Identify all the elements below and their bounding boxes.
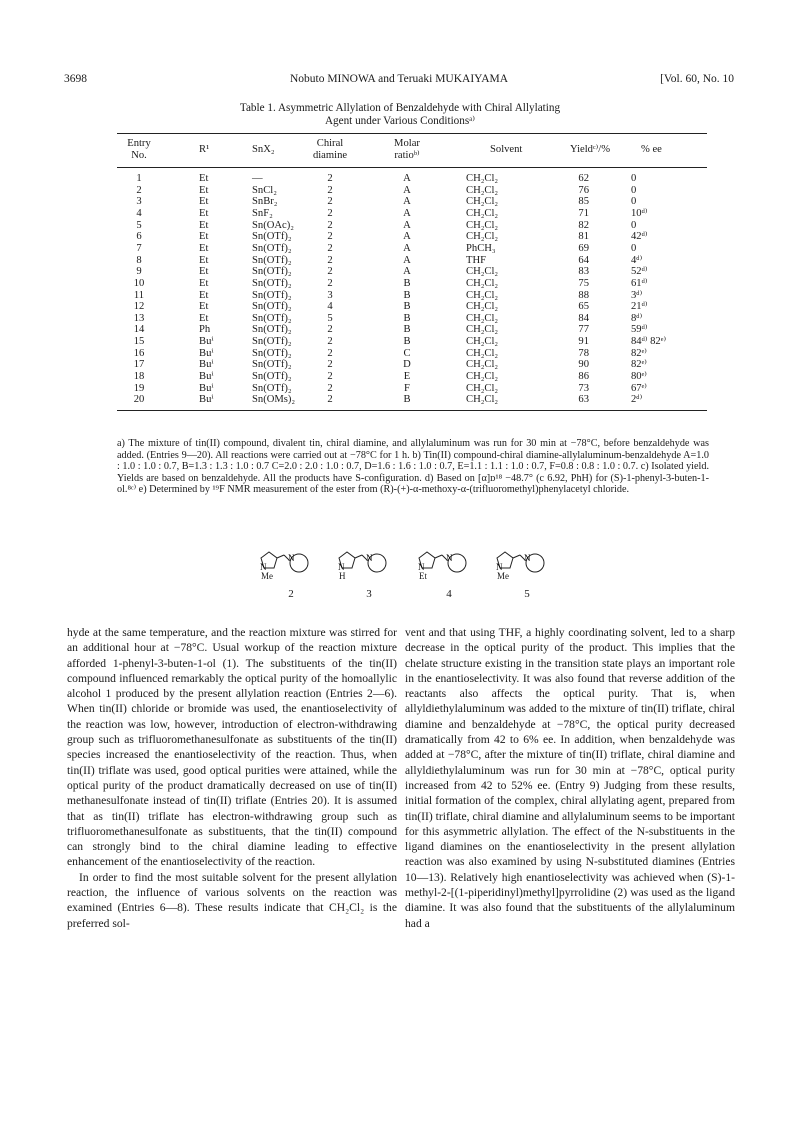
cell-snx2: SnBr₂ [252, 196, 278, 208]
cell-entry: 5 [136, 219, 142, 231]
cell-ee: 59ᵈ⁾ [631, 324, 648, 336]
cell-entry: 6 [136, 231, 142, 243]
table-row [117, 220, 707, 231]
header-r1: R¹ [199, 144, 210, 155]
table-header [117, 138, 707, 168]
cell-r1: Buⁱ [199, 394, 214, 406]
cell-molar: A [403, 266, 411, 278]
cell-snx2: Sn(OTf)₂ [252, 254, 292, 266]
header-snx2: SnX₂ [252, 144, 275, 155]
cell-entry: 10 [133, 277, 145, 289]
cell-yield: 82 [578, 219, 589, 231]
cell-molar: B [403, 301, 411, 313]
cell-entry: 8 [136, 254, 142, 266]
cell-solvent: THF [466, 254, 487, 266]
table-row [117, 324, 707, 335]
cell-ee: 0 [631, 184, 637, 196]
table-top-rule [117, 133, 707, 134]
svg-text:N: N [496, 562, 503, 572]
cell-molar: F [404, 382, 410, 394]
cell-snx2: SnF₂ [252, 207, 273, 219]
cell-entry: 19 [133, 382, 145, 394]
cell-r1: Et [199, 312, 209, 324]
cell-entry: 3 [136, 196, 142, 208]
cell-r1: Et [199, 301, 209, 313]
cell-snx2: — [252, 173, 263, 184]
cell-solvent: CH₂Cl₂ [466, 312, 499, 324]
cell-r1: Et [199, 219, 209, 231]
svg-text:N: N [288, 553, 295, 563]
table-row [117, 208, 707, 219]
cell-diamine: 2 [327, 184, 333, 196]
diamine-structures [255, 548, 555, 608]
running-head [64, 73, 734, 89]
table-caption [100, 102, 700, 128]
table-row [117, 255, 707, 266]
running-head-authors: Nobuto MINOWA and Teruaki MUKAIYAMA [289, 73, 509, 85]
running-head-volume: [Vol. 60, No. 10 [660, 73, 734, 85]
structure-substituent: Me [497, 571, 509, 581]
cell-yield: 69 [578, 242, 589, 254]
table-row [117, 301, 707, 312]
cell-diamine: 2 [327, 266, 333, 278]
cell-solvent: CH₂Cl₂ [466, 324, 499, 336]
cell-solvent: PhCH₃ [466, 242, 496, 254]
page-number: 3698 [64, 73, 87, 85]
header-ee: % ee [641, 144, 662, 155]
table-row [117, 394, 707, 405]
cell-solvent: CH₂Cl₂ [466, 301, 499, 313]
cell-yield: 62 [578, 173, 589, 184]
cell-ee: 0 [631, 219, 637, 231]
cell-yield: 77 [578, 324, 589, 336]
header-molar-line-2: ratioᵇ⁾ [394, 150, 420, 161]
table-row [117, 278, 707, 289]
cell-diamine: 2 [327, 173, 333, 184]
cell-diamine: 3 [327, 289, 333, 301]
cell-r1: Et [199, 173, 209, 184]
table-row [117, 185, 707, 196]
cell-diamine: 2 [327, 219, 333, 231]
cell-molar: A [403, 231, 411, 243]
cell-snx2: SnCl₂ [252, 184, 277, 196]
cell-diamine: 2 [327, 394, 333, 406]
cell-r1: Et [199, 254, 209, 266]
cell-snx2: Sn(OTf)₂ [252, 359, 292, 371]
cell-snx2: Sn(OTf)₂ [252, 277, 292, 289]
cell-r1: Et [199, 231, 209, 243]
cell-molar: B [403, 336, 411, 348]
cell-r1: Et [199, 277, 209, 289]
table-row [117, 336, 707, 347]
cell-entry: 18 [133, 371, 145, 383]
cell-molar: C [403, 347, 411, 359]
svg-text:N: N [366, 553, 373, 563]
cell-molar: B [403, 312, 411, 324]
cell-molar: B [403, 394, 411, 406]
cell-diamine: 2 [327, 359, 333, 371]
cell-diamine: 2 [327, 242, 333, 254]
cell-entry: 1 [136, 173, 142, 184]
header-molar-line-1: Molar [394, 138, 420, 149]
table-row [117, 348, 707, 359]
table-bottom-rule [117, 410, 707, 411]
svg-text:N: N [446, 553, 453, 563]
cell-r1: Buⁱ [199, 371, 214, 383]
cell-ee: 4ᵈ⁾ [631, 254, 643, 266]
cell-entry: 12 [133, 301, 145, 313]
cell-ee: 8ᵈ⁾ [631, 312, 643, 324]
cell-snx2: Sn(OTf)₂ [252, 301, 292, 313]
svg-text:N: N [338, 562, 345, 572]
cell-molar: A [403, 173, 411, 184]
cell-ee: 82ᵉ⁾ [631, 359, 647, 371]
body-column-left [67, 625, 397, 931]
table-row [117, 173, 707, 184]
cell-entry: 13 [133, 312, 145, 324]
structure-substituent: Me [261, 571, 273, 581]
table-row [117, 290, 707, 301]
cell-yield: 78 [578, 347, 589, 359]
cell-snx2: Sn(OTf)₂ [252, 312, 292, 324]
header-entry-line-2: No. [131, 150, 147, 161]
structure-label: 4 [446, 588, 452, 600]
cell-molar: A [403, 242, 411, 254]
cell-snx2: Sn(OTf)₂ [252, 266, 292, 278]
cell-yield: 84 [578, 312, 589, 324]
cell-ee: 0 [631, 196, 637, 208]
body-column-right [405, 625, 735, 931]
svg-text:N: N [418, 562, 425, 572]
cell-molar: B [403, 324, 411, 336]
header-diamine-line-1: Chiral [316, 138, 344, 149]
cell-diamine: 2 [327, 231, 333, 243]
cell-entry: 17 [133, 359, 145, 371]
header-solvent: Solvent [490, 144, 523, 155]
cell-solvent: CH₂Cl₂ [466, 196, 499, 208]
cell-yield: 75 [578, 277, 589, 289]
cell-yield: 85 [578, 196, 589, 208]
cell-entry: 7 [136, 242, 142, 254]
cell-ee: 80ᵉ⁾ [631, 371, 647, 383]
cell-diamine: 2 [327, 254, 333, 266]
diamine-structure [333, 548, 391, 582]
cell-r1: Buⁱ [199, 336, 214, 348]
cell-molar: A [403, 254, 411, 266]
header-entry [117, 138, 161, 162]
header-diamine-line-2: diamine [312, 150, 348, 161]
cell-molar: A [403, 184, 411, 196]
cell-solvent: CH₂Cl₂ [466, 359, 499, 371]
table-row [117, 196, 707, 207]
cell-snx2: Sn(OTf)₂ [252, 371, 292, 383]
cell-snx2: Sn(OTf)₂ [252, 336, 292, 348]
cell-snx2: Sn(OAc)₂ [252, 219, 294, 231]
cell-ee: 3ᵈ⁾ [631, 289, 643, 301]
table-row [117, 371, 707, 382]
cell-molar: B [403, 289, 411, 301]
cell-solvent: CH₂Cl₂ [466, 382, 499, 394]
cell-yield: 63 [578, 394, 589, 406]
cell-ee: 21ᵈ⁾ [631, 301, 648, 313]
cell-r1: Buⁱ [199, 347, 214, 359]
cell-solvent: CH₂Cl₂ [466, 289, 499, 301]
cell-r1: Ph [199, 324, 211, 336]
cell-yield: 71 [578, 207, 589, 219]
cell-ee: 52ᵈ⁾ [631, 266, 648, 278]
cell-r1: Buⁱ [199, 382, 214, 394]
cell-molar: D [403, 359, 411, 371]
structure-substituent: H [339, 571, 346, 581]
cell-yield: 81 [578, 231, 589, 243]
cell-yield: 88 [578, 289, 589, 301]
cell-snx2: Sn(OTf)₂ [252, 382, 292, 394]
cell-ee: 2ᵈ⁾ [631, 394, 643, 406]
table-header-rule [117, 167, 707, 168]
cell-diamine: 2 [327, 336, 333, 348]
cell-r1: Et [199, 242, 209, 254]
cell-diamine: 2 [327, 382, 333, 394]
cell-diamine: 2 [327, 196, 333, 208]
cell-diamine: 2 [327, 347, 333, 359]
diamine-structure [491, 548, 549, 582]
cell-ee: 82ᵉ⁾ [631, 347, 647, 359]
cell-ee: 84ᵈ⁾ 82ᵉ⁾ [631, 336, 667, 348]
cell-ee: 67ᵉ⁾ [631, 382, 647, 394]
header-yield: Yieldᶜ⁾/% [570, 144, 611, 155]
cell-snx2: Sn(OTf)₂ [252, 324, 292, 336]
cell-r1: Et [199, 196, 209, 208]
cell-diamine: 2 [327, 324, 333, 336]
cell-ee: 42ᵈ⁾ [631, 231, 648, 243]
cell-molar: A [403, 207, 411, 219]
cell-snx2: Sn(OTf)₂ [252, 347, 292, 359]
cell-ee: 10ᵈ⁾ [631, 207, 648, 219]
cell-diamine: 5 [327, 312, 333, 324]
structure-label: 3 [366, 588, 372, 600]
cell-entry: 16 [133, 347, 145, 359]
cell-ee: 0 [631, 242, 637, 254]
structure-substituent: Et [419, 571, 427, 581]
structure-label: 5 [524, 588, 530, 600]
cell-entry: 9 [136, 266, 142, 278]
cell-solvent: CH₂Cl₂ [466, 219, 499, 231]
cell-yield: 83 [578, 266, 589, 278]
svg-text:N: N [260, 562, 267, 572]
cell-solvent: CH₂Cl₂ [466, 277, 499, 289]
cell-snx2: Sn(OTf)₂ [252, 231, 292, 243]
cell-solvent: CH₂Cl₂ [466, 173, 499, 184]
cell-entry: 14 [133, 324, 145, 336]
cell-solvent: CH₂Cl₂ [466, 184, 499, 196]
cell-solvent: CH₂Cl₂ [466, 394, 499, 406]
cell-molar: A [403, 219, 411, 231]
table-row [117, 266, 707, 277]
cell-snx2: Sn(OTf)₂ [252, 242, 292, 254]
cell-entry: 15 [133, 336, 145, 348]
header-diamine [305, 138, 355, 162]
table-footnotes: a) The mixture of tin(II) compound, divalent tin, chiral diamine, and allylaluminum was run for 30 min at −78°C, before benzaldehyde was added. (Entries 9—20). All reactions were carried out at −78°C for 1 h. b) Tin(II) compound-chiral diamine-allylaluminum-benzaldehyde A=1.0 : 1.0 : 1.0 : 0.7, B=1.3 : 1.3 : 1.0 : 0.7 C=2.0 : 2.0 : 1.0 : 0.7, D=1.6 : 1.6 : 1.0 : 0.7, E=1.1 : 1.1 : 1.0 : 0.7, F=0.8 : 0.8 : 1.0 : 0.7. c) Isolated yield. Yields are based on benzaldehyde. All the products have S-configuration. d) Based on [α]ᴅ¹⁸ −48.7° (c 6.92, PhH) for (S)-1-phenyl-3-buten-1-ol.⁸ᶜ⁾ e) Determined by ¹⁹F NMR measurement of the ester from (R)-(+)-α-methoxy-α-(trifluoromethyl)phenylacetyl chloride. [117, 438, 709, 496]
cell-yield: 91 [578, 336, 589, 348]
cell-diamine: 2 [327, 207, 333, 219]
table-row [117, 243, 707, 254]
table-caption-line-2: Agent under Various Conditionsᵃ⁾ [324, 115, 476, 127]
paragraph-left-2: In order to find the most suitable solvent for the present allylation reaction, the influence of various solvents on the reaction was examined (Entries 6—8). These results indicate that CH₂Cl₂ is the preferred sol- [67, 870, 397, 930]
header-molar [387, 138, 427, 162]
cell-r1: Et [199, 207, 209, 219]
cell-solvent: CH₂Cl₂ [466, 371, 499, 383]
table-row [117, 359, 707, 370]
cell-entry: 4 [136, 207, 142, 219]
cell-solvent: CH₂Cl₂ [466, 266, 499, 278]
table-caption-line-1: Table 1. Asymmetric Allylation of Benzaldehyde with Chiral Allylating [239, 102, 561, 114]
cell-diamine: 2 [327, 371, 333, 383]
paragraph-right-1: vent and that using THF, a highly coordinating solvent, led to a sharp decrease in the optical purity of the product. This implies that the chelate structure existing in the transition state plays an important role in the enantioselectivity. It was also found that reverse addition of the reactants also affects the optical purity. That is, when allyldiethylaluminum was added to the mixture of tin(II) triflate, chiral diamine and benzaldehyde at −78°C, the optical purity decreased dramatically from 42 to 6% ee. In addition, when benzaldehyde was added at −78°C, after the mixture of tin(II) triflate, chiral diamine and allyldiethylaluminum was run for 30 min at −78°C, optical purity increased from 42 to 52% ee. (Entry 9) Judging from these results, initial formation of the complex, chiral allylating agent, prepared from tin(II) triflate, chiral diamine and allylaluminum seems to be important for this asymmetric allylation. The effect of the N-substituents in the ligand diamines on the enantioselectivity in the present allylation reaction was also examined by using N-substituted diamines (Entries 10—13). Relatively high enantioselectivity was achieved when (S)-1-methyl-2-[(1-piperidinyl)methyl]pyrrolidine (2) was used as the ligand diamine. It was also found that the substituents of the allylaluminum had a [405, 626, 735, 930]
cell-molar: A [403, 196, 411, 208]
cell-solvent: CH₂Cl₂ [466, 336, 499, 348]
cell-yield: 76 [578, 184, 589, 196]
structure-label: 2 [288, 588, 294, 600]
cell-ee: 0 [631, 173, 637, 184]
cell-diamine: 2 [327, 277, 333, 289]
cell-yield: 73 [578, 382, 589, 394]
cell-r1: Et [199, 266, 209, 278]
cell-snx2: Sn(OTf)₂ [252, 289, 292, 301]
cell-molar: B [403, 277, 411, 289]
cell-diamine: 4 [327, 301, 333, 313]
cell-entry: 11 [133, 289, 145, 301]
header-entry-line-1: Entry [127, 138, 151, 149]
table-row [117, 231, 707, 242]
cell-yield: 65 [578, 301, 589, 313]
cell-entry: 20 [133, 394, 145, 406]
svg-text:N: N [524, 553, 531, 563]
cell-solvent: CH₂Cl₂ [466, 347, 499, 359]
cell-solvent: CH₂Cl₂ [466, 231, 499, 243]
table-row [117, 383, 707, 394]
cell-entry: 2 [136, 184, 142, 196]
cell-solvent: CH₂Cl₂ [466, 207, 499, 219]
paragraph-left-1: hyde at the same temperature, and the reaction mixture was stirred for an additional hour at −78°C. Usual workup of the reaction mixture afforded 1-phenyl-3-buten-1-ol (1). The substituents of the tin(II) compound influenced remarkably the optical purity of the homoallylic alcohol 1 produced by the present allylation reaction (Entries 2—6). When tin(II) chloride or bromide was used, the enantioselectivity of the reaction was low, however, introduction of electron-withdrawing group such as trifluoromethanesulfonate as substituents of the tin(II) species increased the enantioselectivity of the reaction. Thus, when tin(II) triflate was used, good optical purities were attained, while the optical purity of the product dramatically decreased on use of tin(II) methanesulfonate instead of tin(II) triflate (Entries 20). It is assumed that as tin(II) triflate has electron-withdrawing group such as trifluoromethanesulfonate as substituents, that the tin(II) compound can strongly bind to the chiral diamine leading to effective enhancement of the enantioselectivity of the reaction. [67, 626, 397, 869]
diamine-structure [255, 548, 313, 582]
cell-yield: 64 [578, 254, 589, 266]
cell-r1: Et [199, 289, 209, 301]
cell-r1: Et [199, 184, 209, 196]
cell-yield: 86 [578, 371, 589, 383]
cell-snx2: Sn(OMs)₂ [252, 394, 296, 406]
cell-ee: 61ᵈ⁾ [631, 277, 648, 289]
table-row [117, 313, 707, 324]
cell-yield: 90 [578, 359, 589, 371]
diamine-structure [413, 548, 471, 582]
cell-r1: Buⁱ [199, 359, 214, 371]
cell-molar: E [403, 371, 411, 383]
